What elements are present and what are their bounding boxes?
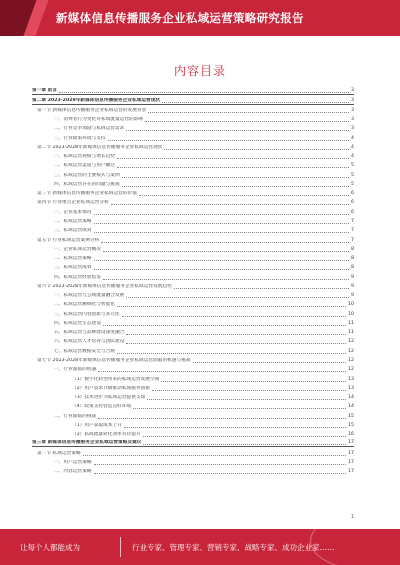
toc-leader-dots [101,242,349,243]
toc-entry-page: 8 [351,256,354,262]
toc-entry-page: 14 [348,404,354,410]
toc-entry-page: 12 [348,357,354,363]
toc-entry-page: 4 [351,144,354,150]
toc-entry-page: 13 [348,376,354,382]
toc-leader-dots [103,325,346,326]
toc-entry-page: 5 [351,181,354,187]
toc-entry-label: 三、私域运营成效 [54,265,92,271]
toc-entry-label: 二、行业面临的挑战 [54,413,97,419]
toc-leader-dots [122,177,349,178]
toc-leader-dots [83,455,346,456]
toc-entry-label: 六、私域运营人才培养与团队建设 [54,339,125,345]
toc-entry[interactable] [32,438,354,447]
toc-leader-dots [133,408,346,409]
footer-slogan: 让每个人都能成为 [20,543,80,552]
toc-entry-page: 6 [351,200,354,206]
toc-entry[interactable] [32,290,354,299]
toc-entry-page: 9 [351,274,354,280]
toc-entry-page: 11 [348,330,354,336]
toc-entry[interactable] [32,234,354,243]
toc-entry-label: 第四节 行业重点企业私域运营分析 [37,200,109,206]
toc-entry[interactable] [32,206,354,215]
toc-entry-label: 二、私域运营精细化与智能化 [54,302,115,308]
toc-entry-page: 12 [348,367,354,373]
toc-leader-dots [98,371,346,372]
page-number: 1 [350,514,354,520]
toc-entry-label: 一、企业私域运营概况 [54,246,101,252]
toc-entry-label: 七、私域运营数据安全与合规 [54,348,115,354]
toc-entry-label: 四、私域运营经验借鉴 [54,274,101,280]
toc-entry-page: 5 [351,172,354,178]
toc-entry-label: 第一节 私域运营策略 [37,450,81,456]
toc-entry[interactable] [32,318,354,327]
toc-entry[interactable] [32,188,354,197]
toc-leader-dots [193,362,346,363]
toc-entry-page: 3 [351,88,354,94]
toc-entry-page: 9 [351,283,354,289]
toc-leader-dots [145,121,349,122]
toc-entry-page: 13 [348,385,354,391]
toc-entry[interactable] [32,225,354,234]
toc-leader-dots [94,214,350,215]
toc-entry[interactable] [32,336,354,345]
toc-entry[interactable] [32,253,354,262]
toc-entry[interactable] [32,123,354,132]
toc-entry-label: 五、私域运营与品牌建设深度融合 [54,330,125,336]
toc-entry-label: （2）用户需求升级推动私域服务创新 [72,385,150,391]
toc-entry-page: 4 [351,135,354,141]
toc-entry-label: 第一章 前言 [32,88,58,94]
toc-entry-page: 3 [351,117,354,123]
toc-entry[interactable] [32,132,354,141]
toc-entry-label: 一、私域运营与公域流量融合发展 [54,293,125,299]
toc-entry[interactable] [32,308,354,317]
toc-entry-page: 4 [351,154,354,160]
toc-leader-dots [161,381,346,382]
toc-entry-label: 第六节 2023-2028年新媒体信息传播服务企业私域运营发展趋势 [37,283,172,289]
toc-leader-dots [152,390,346,391]
report-header [0,0,400,36]
toc-entry-page: 17 [348,469,354,475]
toc-entry[interactable] [32,392,354,401]
report-title: 新媒体信息传播服务企业私域运营策略研究报告 [56,11,304,25]
toc-entry[interactable] [32,410,354,419]
toc-leader-dots [126,297,349,298]
toc-entry[interactable] [32,271,354,280]
toc-entry-label: 第三节 新媒体信息传播服务企业私域运营的价值 [37,191,137,197]
toc-entry[interactable] [32,383,354,392]
toc-entry-page: 16 [348,432,354,438]
toc-entry[interactable] [32,151,354,160]
toc-leader-dots [94,269,350,270]
toc-entry[interactable] [32,345,354,354]
toc-entry[interactable] [32,244,354,253]
toc-entry[interactable] [32,401,354,410]
toc-entry[interactable] [32,142,354,151]
toc-entry-page: 8 [351,265,354,271]
toc-entry[interactable] [32,86,354,95]
footer-divider [120,537,121,557]
toc-entry-page: 5 [351,163,354,169]
toc-entry[interactable] [32,160,354,169]
toc-entry[interactable] [32,299,354,308]
toc-entry[interactable] [32,114,354,123]
toc-entry-page: 12 [348,339,354,345]
toc-entry-page: 15 [348,413,354,419]
toc-leader-dots [103,251,349,252]
toc-leader-dots [117,167,349,168]
toc-entry-label: 第五节 行业私域运营案例分析 [37,237,100,243]
toc-entry-label: 一、私域运营规模与增长趋势 [54,154,115,160]
toc-leader-dots [126,343,346,344]
toc-entry-label: 三、行业政策环境与支持 [54,135,106,141]
toc-entry[interactable] [32,466,354,475]
toc-entry-label: 第一节 新媒体信息传播服务企业私域运营的发展背景 [37,107,147,113]
toc-entry-label: 二、私域运营策略 [54,218,92,224]
toc-leader-dots [139,195,349,196]
toc-entry-page: 17 [348,440,354,446]
toc-entry-label: （1）用户获取成本上升 [72,422,122,428]
toc-entry-page: 7 [351,228,354,234]
toc-entry-page: 7 [351,237,354,243]
toc-entry[interactable] [32,327,354,336]
toc-entry[interactable] [32,281,354,290]
toc-leader-dots [117,158,349,159]
toc-entry-label: 四、私域运营生态建设 [54,320,101,326]
toc-entry[interactable] [32,420,354,429]
toc-leader-dots [148,112,349,113]
toc-entry[interactable] [32,262,354,271]
toc-leader-dots [126,130,349,131]
toc-entry-label: （1）数字化转型带来的私域运营发展空间 [72,376,160,382]
toc-leader-dots [108,140,349,141]
toc-leader-dots [122,316,346,317]
toc-leader-dots [117,353,346,354]
toc-entry-page: 14 [348,395,354,401]
toc-entry[interactable] [32,447,354,456]
toc-entry-page: 15 [348,422,354,428]
toc-leader-dots [162,102,349,103]
toc-entry[interactable] [32,364,354,373]
toc-entry[interactable] [32,169,354,178]
toc-entry[interactable] [32,355,354,364]
toc-entry-label: 一、消费者行为变化对私域流量运营的影响 [54,117,144,123]
toc-entry-label: （4）政策支持营造良好环境 [72,404,132,410]
toc-entry-label: 三、私域运营成效 [54,228,92,234]
toc-entry-page: 7 [351,218,354,224]
toc-entry-label: 四、私域运营存在的问题与挑战 [54,181,120,187]
toc-entry-label: 第七节 2023-2028年新媒体信息传播服务企业私域运营面临的机遇与挑战 [37,357,191,363]
toc-leader-dots [164,149,349,150]
toc-entry-page: 6 [351,209,354,215]
toc-entry[interactable] [32,197,354,206]
toc-leader-dots [143,436,346,437]
toc-entry-page: 12 [348,348,354,354]
toc-entry-page: 8 [351,246,354,252]
table-of-contents [32,86,354,475]
toc-entry-label: 二、私域运营策略 [54,256,92,262]
toc-leader-dots [103,279,349,280]
toc-leader-dots [94,223,350,224]
toc-leader-dots [94,473,347,474]
toc-entry-label: 二、行业竞争加剧与私域运营需求 [54,126,125,132]
toc-entry-label: 一、企业基本情况 [54,209,92,215]
toc-leader-dots [117,306,346,307]
toc-entry-page: 17 [348,450,354,456]
toc-entry[interactable] [32,95,354,104]
toc-entry-page: 11 [348,320,354,326]
toc-leader-dots [174,288,349,289]
toc-leader-dots [122,186,349,187]
toc-leader-dots [94,464,347,465]
toc-entry-label: 二、内容运营策略 [54,469,92,475]
toc-entry-page: 6 [351,191,354,197]
toc-entry[interactable] [32,216,354,225]
toc-entry[interactable] [32,179,354,188]
toc-entry[interactable] [32,105,354,114]
toc-entry-page: 3 [351,107,354,113]
toc-entry-page: 10 [348,302,354,308]
report-footer [0,529,400,565]
toc-entry[interactable] [32,373,354,382]
toc-entry-label: （2）私域流量转化效率有待提升 [72,432,141,438]
toc-leader-dots [111,204,349,205]
toc-entry-page: 9 [351,293,354,299]
toc-entry[interactable] [32,429,354,438]
toc-entry-page: 3 [351,97,354,103]
toc-leader-dots [94,232,350,233]
toc-entry-label: （3）技术进步为私域运营提供支撑 [72,395,146,401]
toc-entry-label: 一、行业面临的机遇 [54,367,97,373]
toc-leader-dots [126,334,346,335]
toc-entry-page: 17 [348,459,354,465]
toc-leader-dots [143,444,346,445]
toc-entry[interactable] [32,457,354,466]
toc-entry-label: 第二节 2023-2028年新媒体信息传播服务企业私域运营现状 [37,144,163,150]
toc-entry-label: 第三章 新媒体信息传播服务企业私域运营策略及建议 [32,440,142,446]
toc-entry-page: 10 [348,311,354,317]
footer-tagline: 行业专家、管理专家、营销专家、战略专家、成功企业家…… [132,543,335,552]
toc-entry-label: 三、私域运营内容创新与多元化 [54,311,120,317]
toc-entry-label: 三、私域运营的主要模式与案例 [54,172,120,178]
toc-entry-label: 二、私域运营渠道与用户触达 [54,163,115,169]
toc-leader-dots [98,418,346,419]
toc-leader-dots [94,260,350,261]
toc-leader-dots [147,399,346,400]
toc-leader-dots [124,427,346,428]
toc-leader-dots [59,92,349,93]
toc-entry-label: 一、用户运营策略 [54,459,92,465]
toc-heading: 内容目录 [173,64,226,78]
toc-entry-label: 第二章 2023-2028年新媒体信息传播服务企业私域运营现状 [32,97,161,103]
toc-entry-page: 3 [351,126,354,132]
